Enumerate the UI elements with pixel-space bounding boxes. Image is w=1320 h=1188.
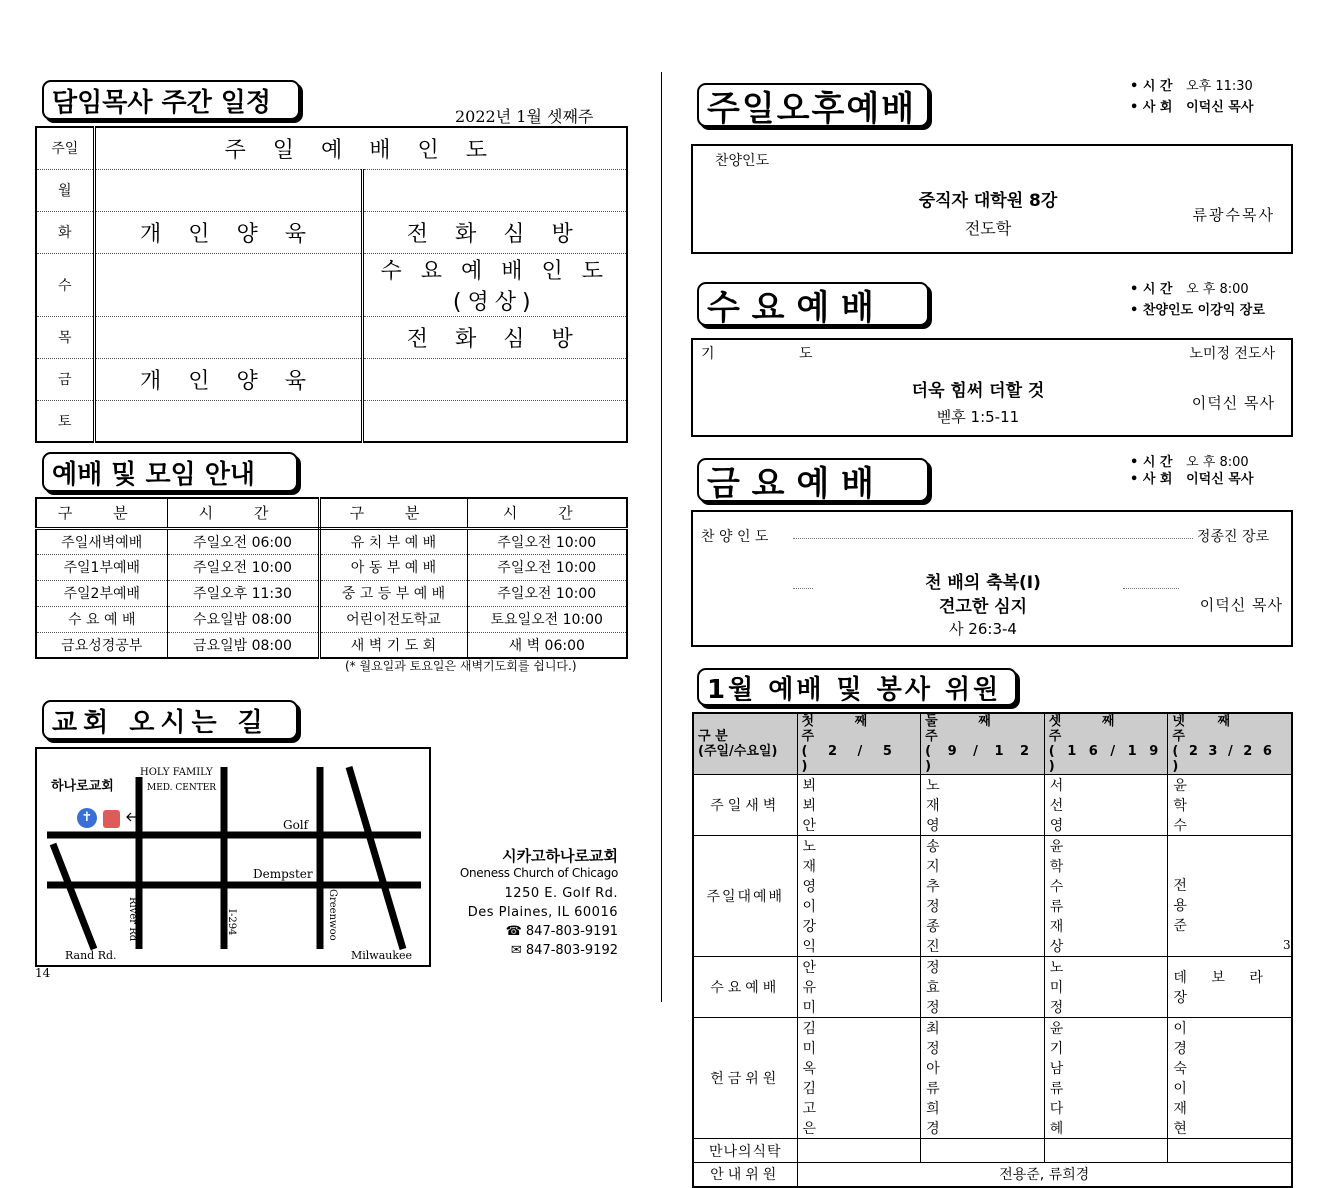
duty-label: 주일대예배	[693, 836, 797, 957]
map-greenwood: Greenwoo	[327, 889, 338, 941]
table-row	[693, 957, 1292, 1018]
duty-cell	[1168, 957, 1292, 1018]
duty-cell	[1044, 1139, 1168, 1163]
schedule-row	[36, 400, 627, 442]
duty-cell	[921, 775, 1045, 836]
service-name: 새 벽 기 도 회	[319, 632, 467, 658]
schedule-cell	[362, 358, 627, 400]
duty-name: 노 재 영	[926, 778, 968, 834]
duty-cell	[1168, 1018, 1292, 1139]
sermon-subtitle: 견고한 심지	[938, 597, 1028, 617]
duty-name: 류 다 혜	[1049, 1081, 1092, 1137]
schedule-cell: 개 인 양 육	[94, 358, 362, 400]
day-label: 금	[36, 358, 94, 400]
schedule-row	[36, 316, 627, 358]
duty-title: 1월 예배 및 봉사 위원	[697, 668, 1017, 706]
schedule-cell	[94, 253, 362, 316]
duty-cell	[1168, 836, 1292, 957]
duty-cell	[797, 836, 921, 957]
sermon-title: 천 배의 축복(Ⅰ)	[925, 573, 1041, 593]
wednesday-title: 수 요 예 배	[697, 282, 929, 326]
map-med-center: MED. CENTER	[147, 783, 217, 793]
duty-name: 송 지 추	[926, 839, 968, 895]
duty-name: 정 효 정	[926, 960, 968, 1016]
page-number-right: 3	[1283, 938, 1291, 952]
duty-name: 윤 기 남	[1049, 1021, 1092, 1077]
sunday-pm-panel	[691, 144, 1293, 254]
duty-name: 전 용 준	[1173, 878, 1215, 934]
services-note: (* 월요일과 토요일은 새벽기도회를 쉽니다.)	[345, 659, 577, 673]
map-church-label: 하나로교회	[51, 779, 114, 794]
church-name-en: Oneness Church of Chicago	[459, 866, 618, 880]
week-label: 둘 째 주	[925, 714, 1009, 744]
service-name: 중 고 등 부 예 배	[319, 580, 467, 606]
duty-cell	[921, 836, 1045, 957]
scripture: 사 26:3-4	[949, 620, 1017, 638]
day-label: 목	[36, 316, 94, 358]
time-value: 오 후 8:00	[1186, 282, 1249, 297]
schedule-cell: 주 일 예 배 인 도	[94, 127, 627, 169]
week-dates: ( 1 6 / 1 9 )	[1048, 744, 1163, 774]
duty-name: 이 재 현	[1173, 1081, 1215, 1137]
time-value: 오후 11:30	[1186, 79, 1253, 94]
weekly-date: 2022년 1월 셋째주	[455, 107, 594, 126]
table-row	[36, 632, 627, 658]
schedule-cell	[362, 400, 627, 442]
week-header	[797, 713, 921, 775]
services-header: 시 간	[167, 498, 319, 528]
service-time: 금요일밤 08:00	[167, 632, 319, 658]
schedule-cell	[94, 316, 362, 358]
map-dempster: Dempster	[253, 867, 313, 881]
time-label: 시 간	[1142, 79, 1173, 94]
service-name: 주일2부예배	[36, 580, 167, 606]
duty-name: 서 선 영	[1049, 778, 1092, 834]
day-label: 수	[36, 253, 94, 316]
sunday-pm-title: 주일오후예배	[697, 83, 929, 127]
duty-cell	[797, 957, 921, 1018]
map-golf: Golf	[283, 818, 309, 832]
week-header	[1168, 713, 1292, 775]
table-row	[693, 1163, 1292, 1187]
duty-cell	[921, 1018, 1045, 1139]
scripture: 전도학	[964, 219, 1012, 238]
services-header: 구 분	[319, 498, 467, 528]
weekly-schedule-table	[35, 126, 628, 443]
table-row	[36, 606, 627, 632]
duty-header	[693, 713, 797, 775]
map	[35, 747, 431, 967]
schedule-cell	[94, 169, 362, 211]
church-contact	[440, 845, 618, 958]
church-marker-icon: ✝	[77, 808, 97, 828]
table-row	[693, 775, 1292, 836]
duty-cell	[1044, 957, 1168, 1018]
lead-label: 찬양인도	[1142, 303, 1194, 318]
host-label: 사 회	[1142, 472, 1173, 487]
host-label: 사 회	[1142, 100, 1173, 115]
host-value: 이덕신 목사	[1186, 100, 1254, 115]
day-label: 주일	[36, 127, 94, 169]
duty-cell	[797, 1139, 921, 1163]
duty-name: 안 유 미	[802, 960, 845, 1016]
schedule-row	[36, 211, 627, 253]
day-label: 월	[36, 169, 94, 211]
church-address1: 1250 E. Golf Rd.	[504, 886, 618, 901]
duty-label: 안내위원	[693, 1163, 797, 1187]
host-value: 이덕신 목사	[1186, 472, 1254, 487]
services-table	[35, 497, 628, 659]
duty-cell	[797, 775, 921, 836]
praise-person: 정종진 장로	[1196, 529, 1269, 545]
service-time: 주일오후 11:30	[167, 580, 319, 606]
day-label: 토	[36, 400, 94, 442]
time-label: 시 간	[1142, 282, 1173, 297]
table-row	[693, 836, 1292, 957]
week-dates: ( 2 3 / 2 6 )	[1172, 744, 1275, 774]
duty-cell	[1168, 775, 1292, 836]
scripture: 벧후 1:5-11	[936, 408, 1020, 426]
schedule-cell: 개 인 양 육	[94, 211, 362, 253]
service-name: 금요성경공부	[36, 632, 167, 658]
duty-cell	[921, 957, 1045, 1018]
map-i294: I-294	[226, 909, 237, 936]
service-time: 토요일오전 10:00	[467, 606, 627, 632]
service-name: 유 치 부 예 배	[319, 528, 467, 554]
duty-name: 뵈 뵈 안	[802, 778, 845, 834]
schedule-cell	[94, 400, 362, 442]
directions-title: 교회 오시는 길	[42, 700, 298, 740]
duty-name: 이 강 익	[802, 899, 845, 955]
service-time: 주일오전 10:00	[467, 528, 627, 554]
table-row	[693, 1018, 1292, 1139]
wednesday-info: • 시 간 오 후 8:00 • 찬양인도 이강익 장로	[1130, 282, 1265, 318]
sunday-pm-info: • 시 간 오후 11:30 • 사 회 이덕신 목사	[1130, 79, 1254, 115]
duty-name: 류 재 상	[1049, 899, 1092, 955]
preacher: 이덕신 목사	[1191, 394, 1275, 412]
week-label: 넷 째 주	[1172, 714, 1245, 744]
map-rand-rd: Rand Rd.	[65, 949, 117, 962]
church-phone: 847-803-9191	[525, 924, 618, 939]
schedule-cell: 전 화 심 방	[362, 316, 627, 358]
preacher: 이덕신 목사	[1199, 596, 1283, 614]
page-number-left: 14	[35, 966, 51, 980]
wednesday-panel	[691, 338, 1293, 437]
duty-header-a: 구 분	[698, 729, 728, 744]
friday-panel	[691, 510, 1293, 647]
duty-label: 헌금위원	[693, 1018, 797, 1139]
week-label: 첫 째 주	[801, 714, 886, 744]
duty-cell	[1168, 1139, 1292, 1163]
time-value: 오 후 8:00	[1186, 455, 1249, 470]
services-header: 구 분	[36, 498, 167, 528]
church-address2: Des Plaines, IL 60016	[467, 905, 618, 920]
week-dates: ( 9 / 1 2 )	[925, 744, 1036, 774]
church-fax: 847-803-9192	[525, 943, 618, 958]
table-row	[36, 554, 627, 580]
duty-label: 만나의식탁	[693, 1139, 797, 1163]
fax-icon: ✉	[510, 943, 526, 958]
duty-label: 수요예배	[693, 957, 797, 1018]
service-time: 주일오전 10:00	[167, 554, 319, 580]
duty-cell	[921, 1139, 1045, 1163]
duty-label: 주일새벽	[693, 775, 797, 836]
duty-name: 이 경 숙	[1173, 1021, 1215, 1077]
page-divider	[661, 72, 662, 1002]
lead-value: 이강익 장로	[1197, 303, 1265, 318]
schedule-row	[36, 127, 627, 169]
sermon-title: 중직자 대학원 8강	[918, 191, 1058, 211]
schedule-cell: 전 화 심 방	[362, 211, 627, 253]
duty-cell	[1044, 1018, 1168, 1139]
leader-line	[793, 538, 1193, 539]
praise-label: 찬 양 인 도	[701, 529, 769, 545]
duty-header-b: (주일/수요일)	[698, 744, 778, 759]
duty-cell	[797, 1018, 921, 1139]
duty-cell	[1044, 775, 1168, 836]
services-title: 예배 및 모임 안내	[42, 452, 298, 492]
schedule-row	[36, 358, 627, 400]
service-time: 수요일밤 08:00	[167, 606, 319, 632]
friday-title: 금 요 예 배	[697, 458, 929, 502]
duty-name: 김 고 은	[802, 1081, 845, 1137]
week-header	[921, 713, 1045, 775]
map-milwaukee: Milwaukee	[351, 949, 413, 962]
duty-name: 류 희 경	[926, 1081, 968, 1137]
time-label: 시 간	[1142, 455, 1173, 470]
service-time: 주일오전 10:00	[467, 554, 627, 580]
service-name: 어린이전도학교	[319, 606, 467, 632]
sermon-title: 더욱 힘써 더할 것	[911, 381, 1045, 401]
weekly-schedule-title: 담임목사 주간 일정	[42, 80, 300, 120]
service-time: 주일오전 10:00	[467, 580, 627, 606]
schedule-row	[36, 253, 627, 316]
schedule-cell: 수 요 예 배 인 도(영상)	[362, 253, 627, 316]
map-river-rd: River Rd	[127, 897, 138, 942]
hospital-marker-icon	[103, 810, 120, 828]
week-dates: ( 2 / 5 )	[801, 744, 900, 774]
duty-table	[692, 712, 1293, 1188]
duty-name: 최 정 아	[926, 1021, 968, 1077]
week-header	[1044, 713, 1168, 775]
table-row	[693, 1139, 1292, 1163]
duty-name: 정 종 진	[926, 899, 968, 955]
service-name: 아 동 부 예 배	[319, 554, 467, 580]
duty-name: 노 재 영	[802, 839, 845, 895]
prayer-label: 기 도	[701, 346, 853, 362]
prayer-person: 노미정 전도사	[1189, 346, 1275, 362]
schedule-row	[36, 169, 627, 211]
friday-info: • 시 간 오 후 8:00 • 사 회 이덕신 목사	[1130, 455, 1254, 487]
duty-name: 김 미 옥	[802, 1021, 845, 1077]
preacher: 류광수목사	[1192, 206, 1275, 224]
service-name: 주일1부예배	[36, 554, 167, 580]
service-time: 주일오전 06:00	[167, 528, 319, 554]
duty-name: 데 보 라 장	[1173, 970, 1273, 1006]
service-name: 수 요 예 배	[36, 606, 167, 632]
church-name-ko: 시카고하나로교회	[502, 847, 618, 865]
duty-cell	[1044, 836, 1168, 957]
phone-icon: ☎	[505, 924, 526, 939]
day-label: 화	[36, 211, 94, 253]
table-row	[36, 528, 627, 554]
map-holy-family: HOLY FAMILY	[140, 767, 213, 778]
duty-name: 윤 학 수	[1049, 839, 1092, 895]
praise-label: 찬양인도	[715, 153, 770, 169]
services-header: 시 간	[467, 498, 627, 528]
duty-name: 윤 학 수	[1173, 778, 1215, 834]
table-row	[36, 580, 627, 606]
week-label: 셋 째 주	[1048, 714, 1133, 744]
service-name: 주일새벽예배	[36, 528, 167, 554]
duty-name	[1173, 857, 1286, 875]
schedule-cell	[362, 169, 627, 211]
duty-name: 노 미 정	[1049, 960, 1092, 1016]
guide-names: 전용준, 류희경	[797, 1163, 1292, 1187]
service-time: 새 벽 06:00	[508, 637, 585, 654]
